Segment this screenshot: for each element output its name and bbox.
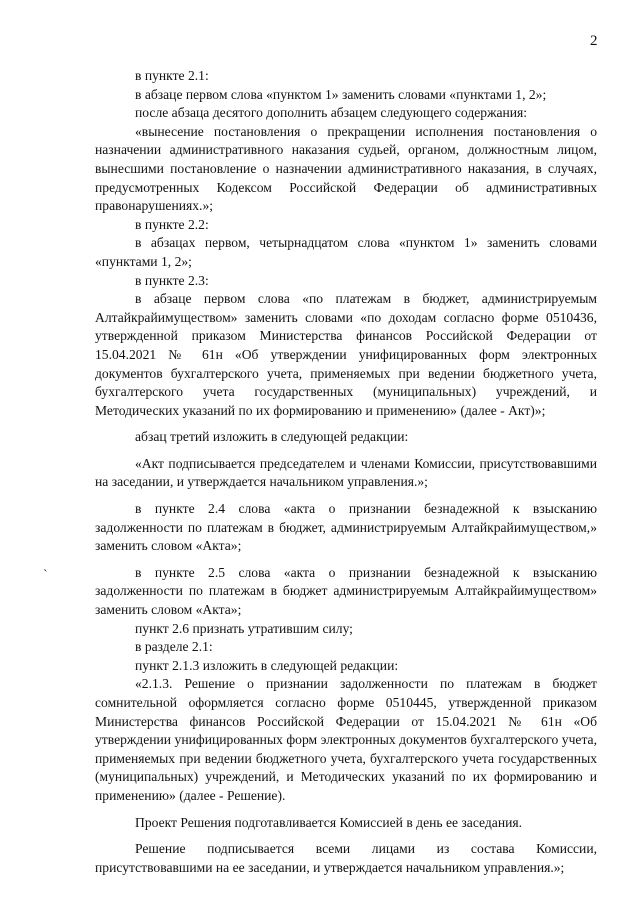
page-number: 2 [590,33,598,49]
paragraph: в пункте 2.5 слова «акта о признании безнадежной к взысканию задолженности по платежам в бюджет администрируемым Алтайкрайимуществом» заменить словом «Акта»; [95,564,597,618]
paragraph: в разделе 2.1: [135,639,213,655]
document-body [95,67,597,877]
stray-mark: ` [43,568,48,583]
paragraph: в абзаце первом слова «по платежам в бюджет, администрируемым Алтайкрайимуществом» заменить словами «по доходам согласно форме 0510436, утвержденной приказом Министерства финансов Российской Федерации от 15.04.2021 № 61н «Об утверждении унифицированных форм электронных документов бухгалтерского учета, применяемых при ведении бюджетного учета, бухгалтерского учета государственных (муниципальных) учреждений, и Методических указаний по их формированию и применению» (далее - Акт)»; [95,291,597,418]
paragraph: в пункте 2.1: [135,68,209,83]
paragraph: в абзаце первом слова «пунктом 1» заменить словами «пунктами 1, 2»; [135,86,547,102]
paragraph: Решение подписывается всеми лицами из состава Комиссии, присутствовавшими на ее заседании, и утверждается начальником управления.»; [95,841,597,875]
paragraph: в абзацах первом, четырнадцатом слова «пунктом 1» заменить словами «пунктами 1, 2»; [95,235,597,269]
paragraph: абзац третий изложить в следующей редакции: [135,429,409,445]
paragraph: в пункте 2.4 слова «акта о признании безнадежной к взысканию задолженности по платежам в бюджет, администрируемым Алтайкрайимуществом,» заменить словом «Акта»; [95,501,597,554]
paragraph: пункт 2.6 признать утратившим силу; [135,620,353,636]
paragraph: после абзаца десятого дополнить абзацем следующего содержания: [135,105,528,121]
paragraph: Проект Решения подготавливается Комиссией в день ее заседания. [135,814,523,830]
paragraph: в пункте 2.3: [135,272,209,288]
paragraph: в пункте 2.2: [135,216,209,232]
paragraph: «2.1.3. Решение о признании задолженности по платежам в бюджет сомнительной оформляется согласно форме 0510445, утвержденной приказом Министерства финансов Российской Федерации от 15.04.2021 № 61н «Об утверждении унифицированных форм электронных документов бухгалтерского учета, применяемых при ведении бюджетного учета, бухгалтерского учета государственных (муниципальных) учреждений, и Методических указаний по их формированию и применению» (далее - Решение). [95,676,597,803]
paragraph: пункт 2.1.3 изложить в следующей редакции: [135,657,399,673]
paragraph: «вынесение постановления о прекращении исполнения постановления о назначении административного наказания судьей, органом, должностным лицом, вынесшими постановление о назначении административного наказания, в случаях, предусмотренных Кодексом Российской Федерации об административных правонарушениях.»; [95,123,597,214]
paragraph: «Акт подписывается председателем и членами Комиссии, присутствовавшими на заседании, и утверждается начальником управления.»; [95,455,597,490]
